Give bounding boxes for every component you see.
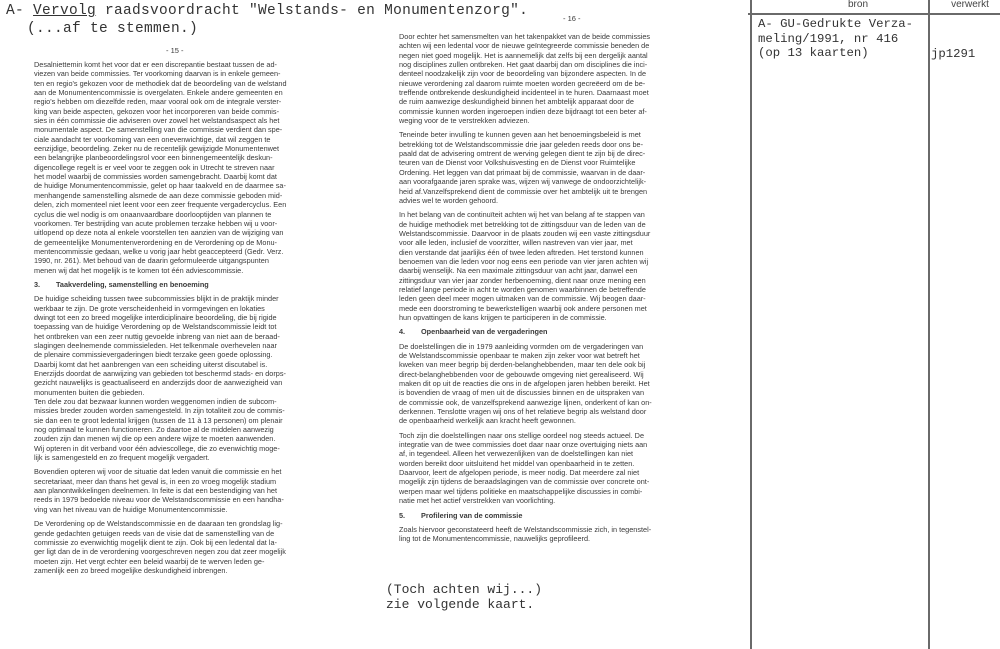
text-line: De doelstellingen die in 1979 aanleiding vormden om de vergaderingen van [399,341,644,351]
text-line: het model waarbij de commissies worden samengebracht. Daarbij komt dat [34,172,277,182]
paragraph [34,294,364,462]
text-line: direct-belanghebbenden voor de gebouwde omgeving niet gerealiseerd. Wij [399,369,644,379]
paragraph [399,32,714,125]
text-line: commissie kunnen worden ingeroepen indien deze bijdraagt tot een beter af- [399,106,647,116]
text-line: menhangende samenstelling alsmede de aan deze commissie geboden mid- [34,190,283,200]
text-line: ling tot de Monumentencommissie, nauwelijks geprofileerd. [399,534,591,544]
text-line: is bovendien de vraag of men uit de discussies binnen en de uitspraken van [399,388,645,398]
text-line: regio's hebben om diezelfde reden, maar vooral ook om de integrale verster- [34,97,282,107]
paragraph [399,342,714,426]
text-line: integratie van de twee commissies doet daar naar onze overtuiging niets aan [399,440,648,450]
text-line: digencollege regelt is er veel voor te zeggen ook in Utrecht te streven naar [34,162,275,172]
text-line: ciale aandacht ter voorkoming van een onevenwichtige, dat wil zeggen te [34,134,271,144]
text-line: gezicht nauwelijks is geactualiseerd en anderzijds door de aanwezigheid van [34,378,283,388]
table-border-left [750,0,752,649]
text-line: nog optimaal te kunnen functioneren. Zo daartoe al de middelen aanwezig [34,425,274,435]
text-line: ving van het niveau van de huidige Monumentencommissie. [34,504,228,514]
text-line: af, in tegendeel. Alleen het verwezenlijken van de doelstellingen kan niet [399,449,634,459]
text-line: ger ligt dan de in de verordening voorgeschreven negen zou dat zeer mogelijk [34,547,286,557]
text-line: zouden zijn dan menen wij die op een andere wijze te moeten aanwenden. [34,434,276,444]
text-line: monumentale aspect. De samenstelling van die commissie verdient dan spe- [34,125,283,135]
page-number-left: - 15 - [166,46,184,55]
page-number-right: - 16 - [563,14,581,23]
typed-note [386,582,542,612]
text-line: voorkomen. Ter bestrijding van acute problemen terzake hebben wij u voor- [34,218,278,228]
bron-line: A- GU-Gedrukte Verza- [758,17,913,31]
text-line: betrekking tot de Welstandscommissie drie jaar geleden reeds door ons be- [399,139,644,149]
text-line: Welstandscommissie. Daarvoor in de plaats zouden wij een vaste zittingsduur [399,228,651,238]
text-line: Daarvoor, leert de afgelopen periode, is meer nodig. Dat meerdere zal niet [399,468,640,478]
text-line: werkbaar te zijn. De grote verscheidenheid in vormgevingen en lokaties [34,303,265,313]
paragraph [399,210,714,322]
text-line: worden bereikt door uitsluitend het middel van openbaarheid in te zetten. [399,458,635,468]
column-header-bron: bron [847,0,868,10]
bron-line: meling/1991, nr 416 [758,31,899,46]
text-line: sies in één commissie die adviseren over zowel het welstandsaspect als het [34,116,280,126]
title-rest: raadsvoordracht "Welstands- en Monumentenzorg". [96,3,529,19]
text-line: aan planontwikkelingen deelnemen. In feite is dat een bestendiging van het [34,486,277,496]
text-line: de huidige methodiek met betrekking tot de zittingsduur van de leden van de [399,219,646,229]
table-header-divider [748,13,1000,15]
text-line: nog disciplines zullen ontbreken. Het gaat daarbij dan om disciplines die inci- [399,60,648,70]
text-line: De Verordening op de Welstandscommissie en de daaraan ten grondslag lig- [34,519,283,529]
text-line: aan de Monumentencommissie is overgelaten. Enkele andere gemeenten en [34,88,283,98]
text-line: teuren van de Dienst voor Volkshuisvesting en de Dienst voor Ruimtelijke [399,158,636,168]
title-underlined-word: Vervolg [33,3,97,19]
section-heading [399,327,714,336]
text-line: weging voor de te verstrekken adviezen. [399,116,530,126]
index-card-table [748,0,1000,649]
paragraph [399,525,714,544]
typed-note-line: (Toch achten wij...) [386,582,543,597]
text-line: de openbaarheid werkelijk aan kracht heeft gewonnen. [399,416,576,426]
text-line: missies breder zouden worden samengesteld. In zijn totaliteit zou de commis- [34,406,285,416]
section-number: 3. [34,279,41,289]
text-line: nieuwe verordening zal daarom ruimte moeten worden gecreëerd om de be- [399,78,646,88]
section-heading [399,511,714,520]
text-line: werpen maar wel tijdens politieke en maatschappelijke discussies in combi- [399,486,643,496]
text-line: delen, zich momenteel niet leent voor een zeer frequente vergadercyclus. Een [34,200,287,210]
text-line: hun opvattingen de kans krijgen te participeren in de commissie. [399,312,607,322]
text-line: Bovendien opteren wij voor de situatie dat leden vanuit die commissie en het [34,467,282,477]
text-line: de gemeentelijke Monumentenverordening en de Verordening op de Monu- [34,237,277,247]
text-line: Ordening. Het leggen van dat primaat bij de commissie, waarvan in de daar- [399,167,646,177]
paragraph [34,467,364,514]
text-line: viezen van beide commissies. Ter voorkoming daarvan is in enkele gemeen- [34,69,281,79]
text-line: 1990, nr. 261). Met behoud van de daarin geformuleerde uitgangspunten [34,256,269,266]
text-line: Toch zijn die doelstellingen naar ons stellige oordeel nog steeds actueel. De [399,430,645,440]
text-line: negen niet goed mogelijk. Het is aannemelijk dat zelfs bij een dergelijk aantal [399,50,648,60]
text-line: voor alle leden, inclusief de voorzitter, willen nastreven van vier jaar, met [399,238,633,248]
text-line: aan voorafgaande jaren sprake was, wijzen wij vanwege de ondoorzichtelijk- [399,177,647,187]
section-number: 4. [399,327,406,337]
text-line: Daarbij komt dat het aanbrengen van een scheiding uiterst discutabel is. [34,359,268,369]
right-page-text [399,32,714,549]
text-line: mentencommissie gedaan, welke u vorig jaar hebt geaccepteerd (Gedr. Verz. [34,246,284,256]
text-line: natie met het actief verstrekken van voorlichting. [399,496,556,506]
text-line: derkennen. Tenslotte vragen wij ons of het relatieve begrip als welstand door [399,407,647,417]
text-line: de commissie ook, de vanzelfsprekend aanwezige lijnen, onderkent of kan on- [399,397,652,407]
bron-value [758,17,913,61]
text-line: eenzijdige, beoordeling. Zeker nu de recentelijk gewijzigde Monumentenwet [34,144,279,154]
text-line: advies wel te worden gehoord. [399,195,498,205]
text-line: daarbij wenselijk. Na een maximale zittingsduur van acht jaar, danwel een [399,266,638,276]
text-line: ten en regio's gekozen voor de methodiek dat de beoordeling van de welstand [34,78,287,88]
text-line: Enerzijds doordat de aanwijzing van gebieden tot beschermd stads- en dorps- [34,369,286,378]
text-line: Ten dele zou dat bezwaar kunnen worden weggenomen indien de subcom- [34,397,277,407]
text-line: dwingt tot een zo breed mogelijke interdiciplinaire beoordeling, die bij rigide [34,312,277,322]
text-line: king van beide aspecten, gekozen voor het incorporeren van beide commis- [34,106,279,116]
text-line: sie dan een te groot ledental krijgen (tussen de 11 à 13 personen) om plenair [34,415,283,425]
text-line: mede een doorstroming te bewerkstelligen waarbij ook andere personen met [399,303,647,313]
paragraph [34,60,364,275]
text-line: kweken van meer begrip bij derden-belanghebbenden, maar ten dele ook bij [399,360,646,370]
text-line: relatief lange periode in acht te worden genomen waarbinnen de betreffende [399,284,646,294]
table-column-divider [928,0,930,649]
card-subtitle: (...af te stemmen.) [27,21,199,37]
text-line: slagingen deelnemende commissieleden. Het telkenmale overhevelen naar [34,340,277,350]
text-line: monumenten buiten die gebieden. [34,387,145,397]
text-line: secretariaat, meer dan thans het geval is, in een zo vroeg mogelijk stadium [34,476,277,486]
paragraph [399,130,714,205]
section-number: 5. [399,510,406,520]
text-line: denteel noodzakelijk zijn voor de beoordeling van bijzondere aspecten. In de [399,69,647,79]
paragraph [34,519,364,575]
text-line: commissie zo evenwichtig mogelijk dient te zijn. Ook bij een ledental dat la- [34,537,277,547]
text-line: Zoals hiervoor geconstateerd heeft de Welstandscommissie zich, in tegenstel- [399,524,652,534]
text-line: Teneinde beter invulling te kunnen geven aan het benoemingsbeleid is met [399,130,641,140]
text-line: cyclus die wel nodig is om onaanvaardbare doorlooptijden van plannen te [34,209,272,219]
text-line: het ontbreken van een zeer nuttig gevoelde inbreng van niet aan de beraad- [34,331,280,341]
text-line: menen wij dat het mogelijk is te komen tot één adviescommissie. [34,265,244,275]
text-line: Door echter het samensmelten van het takenpakket van de beide commissies [399,32,651,41]
text-line: In het belang van de continuïteit achten wij het van belang af te stappen van [399,210,645,220]
title-prefix: A- [6,3,34,19]
bron-line: (op 13 kaarten) [758,46,869,60]
text-line: de ruim aanwezige deskundigheid binnen het ambtelijk apparaat door de [399,97,634,107]
text-line: de Welstandscommissie openbaar te maken zijn zeker voor wat betreft het [399,351,640,360]
text-line: gende gedachten getuigen reeds van de visie dat de samenstelling van de [34,528,275,538]
text-line: toepassing van de huidige Verordening op de Welstandscommissie leidt tot [34,322,277,332]
text-line: een belangrijke planbeoordelingsrol voor een binnengemeentelijk deskun- [34,153,273,163]
text-line: paald dat de advisering omtrent de werving gelegen dient te zijn bij de direc- [399,149,646,159]
text-line: de huidige Monumentencommissie, gelet op haar taakveld en de daarmee sa- [34,181,286,191]
card-title [6,3,528,19]
typed-note-line: zie volgende kaart. [386,597,535,612]
text-line: maken dit op uit de reacties die ons in de afgelopen jaren hebben bereikt. Het [399,379,650,389]
section-title: Taakverdeling, samenstelling en benoeming [56,279,209,289]
text-line: heid af.Vanzelfsprekend dient de commissie over het ambtelijk uit te brengen [399,186,648,196]
text-line: zittingsduur van vier jaar zonder herbenoeming, dient naar onze mening een [399,275,646,285]
text-line: lijk is samengesteld en zo frequent mogelijk vergadert. [34,453,210,463]
text-line: uitlopend op deze nota al enkele voorstellen ten aanzien van de wijziging van [34,228,284,238]
text-line: dien verstande dat jaarlijks één of twee leden aftreden. Het terstond kunnen [399,247,644,257]
column-header-verwerkt: verwerkt [951,0,989,10]
paragraph [399,431,714,506]
text-line: moeten zijn. Het vergt echter een beleid waarbij de te werven leden ge- [34,556,265,566]
section-title: Openbaarheid van de vergaderingen [421,327,548,337]
text-line: Wij opteren in dit verband voor één adviescollege, die zo evenwichtig moge- [34,443,280,453]
text-line: zamenlijk een zo breed mogelijke deskundigheid inbrengen. [34,565,228,575]
text-line: mogelijk zijn tijdens de beraadslagingen van de commissie over concrete ont- [399,477,650,487]
text-line: leden geen deel meer mogen uitmaken van de commissie. Wij beogen daar- [399,294,646,304]
left-page-text [34,60,364,580]
text-line: achten wij een ledental voor de nieuwe geïntegreerde commissie beneden de [399,41,650,51]
section-title: Profilering van de commissie [421,510,523,520]
verwerkt-value: jp1291 [931,47,976,61]
section-heading [34,280,364,289]
text-line: Desalniettemin komt het voor dat er een discrepantie bestaat tussen de ad- [34,60,277,69]
text-line: de plenaire commissievergaderingen biedt terzake geen goede oplossing. [34,350,273,360]
text-line: benoemen van die leden voor nog eens een periode van vier jaren achten wij [399,256,649,266]
text-line: reeds in 1979 bedoelde niveau voor de Welstandscommissie en een handha- [34,495,284,505]
text-line: De huidige scheiding tussen twee subcommissies blijkt in de praktijk minder [34,294,279,304]
text-line: treffende ontbrekende deskundigheid incidenteel in te huren. Daarnaast moet [399,88,649,98]
